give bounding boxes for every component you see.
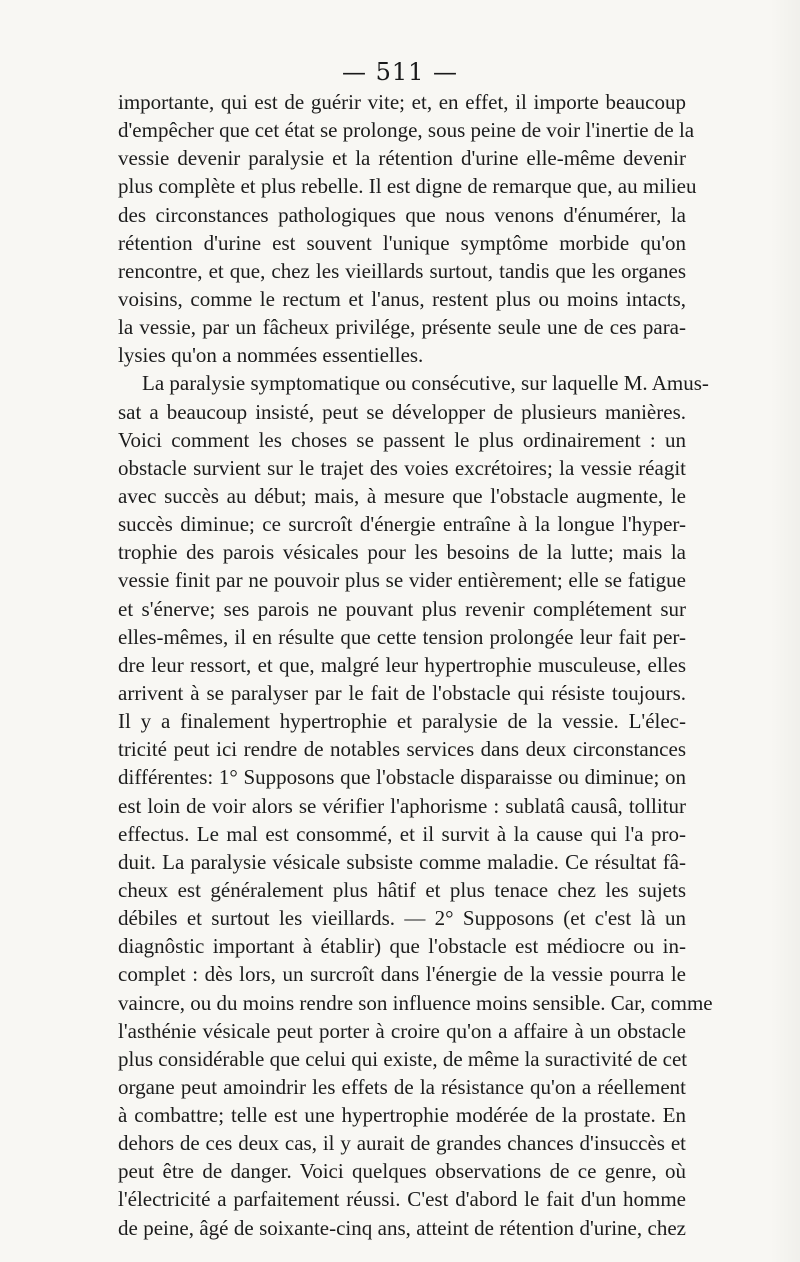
text-line: complet : dès lors, un surcroît dans l'énergie de la vessie pourra le <box>118 962 686 987</box>
page-number: — 511 — <box>341 58 459 86</box>
text-line: diagnôstic important à établir) que l'obstacle est médiocre ou in- <box>118 934 686 959</box>
text-line: rétention d'urine est souvent l'unique symptôme morbide qu'on <box>118 230 686 255</box>
text-line: cheux est généralement plus hâtif et plus tenace chez les sujets <box>118 877 686 902</box>
text-line: effectus. Le mal est consommé, et il survit à la cause qui l'a pro- <box>118 821 686 846</box>
text-line: plus considérable que celui qui existe, de même la suractivité de cet <box>118 1046 688 1071</box>
text-line: succès diminue; ce surcroît d'énergie entraîne à la longue l'hyper- <box>118 512 686 537</box>
text-line: dehors de ces deux cas, il y aurait de grandes chances d'insuccès et <box>118 1131 686 1156</box>
text-line: elles-mêmes, il en résulte que cette tension prolongée leur fait per- <box>118 624 686 649</box>
page-shadow <box>770 0 800 1262</box>
text-line: duit. La paralysie vésicale subsiste comme maladie. Ce résultat fâ- <box>118 849 686 874</box>
text-line: plus complète et plus rebelle. Il est digne de remarque que, au milieu <box>118 174 697 199</box>
text-line: La paralysie symptomatique ou consécutive, sur laquelle M. Amus- <box>142 371 709 396</box>
text-line: d'empêcher que cet état se prolonge, sous peine de voir l'inertie de la <box>118 118 695 143</box>
text-line: est loin de voir alors se vérifier l'aphorisme : sublatâ causâ, tollitur <box>118 793 686 818</box>
text-line: l'asthénie vésicale peut porter à croire qu'on a affaire à un obstacle <box>118 1018 686 1043</box>
text-line: sat a beaucoup insisté, peut se développer de plusieurs manières. <box>118 399 686 424</box>
text-line: Il y a finalement hypertrophie et paralysie de la vessie. L'élec- <box>118 709 686 734</box>
text-line: trophie des parois vésicales pour les besoins de la lutte; mais la <box>118 540 686 565</box>
text-line: vessie finit par ne pouvoir plus se vider entièrement; elle se fatigue <box>118 568 686 593</box>
text-line: arrivent à se paralyser par le fait de l'obstacle qui résiste toujours. <box>118 680 686 705</box>
text-line: peut être de danger. Voici quelques observations de ce genre, où <box>118 1159 686 1184</box>
text-line: lysies qu'on a nommées essentielles. <box>118 343 424 368</box>
text-line: dre leur ressort, et que, malgré leur hypertrophie musculeuse, elles <box>118 652 686 677</box>
text-line: différentes: 1° Supposons que l'obstacle disparaisse ou diminue; on <box>118 765 686 790</box>
text-line: à combattre; telle est une hypertrophie modérée de la prostate. En <box>118 1103 686 1128</box>
body-text <box>118 88 713 1242</box>
text-line: vessie devenir paralysie et la rétention d'urine elle-même devenir <box>118 146 686 171</box>
text-line: avec succès au début; mais, à mesure que l'obstacle augmente, le <box>118 483 686 508</box>
text-line: et s'énerve; ses parois ne pouvant plus revenir complétement sur <box>118 596 686 621</box>
text-line: débiles et surtout les vieillards. — 2° Supposons (et c'est là un <box>118 906 686 931</box>
text-line: de peine, âgé de soixante-cinq ans, atteint de rétention d'urine, chez <box>118 1215 686 1240</box>
text-line: rencontre, et que, chez les vieillards surtout, tandis que les organes <box>118 258 686 283</box>
text-line: la vessie, par un fâcheux privilége, présente seule une de ces para- <box>118 315 686 340</box>
text-line: importante, qui est de guérir vite; et, en effet, il importe beaucoup <box>118 90 686 114</box>
text-line: organe peut amoindrir les effets de la résistance qu'on a réellement <box>118 1074 686 1099</box>
text-line: l'électricité a parfaitement réussi. C'est d'abord le fait d'un homme <box>118 1187 686 1212</box>
text-line: obstacle survient sur le trajet des voies excrétoires; la vessie réagit <box>118 455 686 480</box>
text-line: des circonstances pathologiques que nous venons d'énumérer, la <box>118 202 686 227</box>
text-line: tricité peut ici rendre de notables services dans deux circonstances <box>118 737 686 762</box>
text-line: Voici comment les choses se passent le plus ordinairement : un <box>118 427 686 452</box>
text-line: voisins, comme le rectum et l'anus, restent plus ou moins intacts, <box>118 286 686 311</box>
text-line: vaincre, ou du moins rendre son influence moins sensible. Car, comme <box>118 990 713 1015</box>
